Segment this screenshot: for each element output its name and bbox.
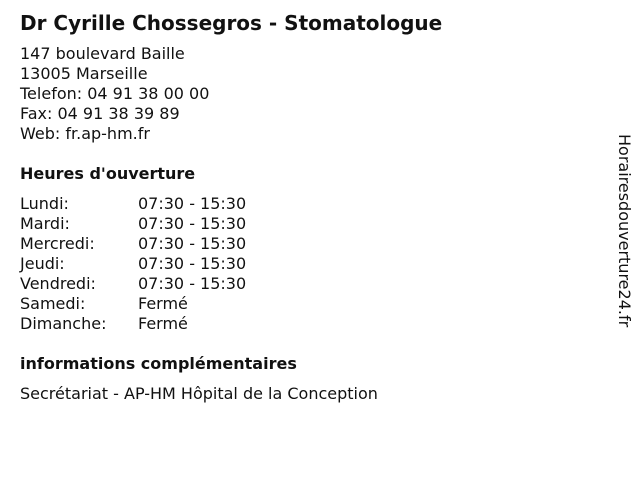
day-hours: 07:30 - 15:30	[138, 214, 247, 233]
day-label: Dimanche:	[20, 314, 107, 333]
street-address: 147 boulevard Baille	[20, 44, 185, 63]
day-label: Samedi:	[20, 294, 86, 313]
site-watermark: Horairesdouverture24.fr	[615, 134, 634, 328]
hours-row-saturday	[20, 294, 246, 314]
day-hours: 07:30 - 15:30	[138, 234, 247, 253]
hours-row-monday	[20, 194, 246, 214]
hours-row-friday	[20, 274, 246, 294]
day-hours: Fermé	[138, 314, 188, 333]
hours-heading: Heures d'ouverture	[20, 164, 196, 183]
hours-row-tuesday	[20, 214, 246, 234]
info-heading: informations complémentaires	[20, 354, 297, 373]
day-label: Lundi:	[20, 194, 69, 213]
hours-row-wednesday	[20, 234, 246, 254]
day-label: Mardi:	[20, 214, 70, 233]
phone-number: Telefon: 04 91 38 00 00	[20, 84, 210, 103]
day-label: Vendredi:	[20, 274, 96, 293]
day-hours: 07:30 - 15:30	[138, 274, 247, 293]
day-hours: 07:30 - 15:30	[138, 254, 247, 273]
day-label: Jeudi:	[20, 254, 65, 273]
day-label: Mercredi:	[20, 234, 95, 253]
hours-row-thursday	[20, 254, 246, 274]
page-title: Dr Cyrille Chossegros - Stomatologue	[20, 11, 443, 35]
website: Web: fr.ap-hm.fr	[20, 124, 150, 143]
hours-table	[20, 194, 246, 334]
day-hours: 07:30 - 15:30	[138, 194, 247, 213]
info-text: Secrétariat - AP-HM Hôpital de la Conception	[20, 384, 378, 403]
hours-row-sunday	[20, 314, 246, 334]
address-block	[20, 44, 209, 144]
fax-number: Fax: 04 91 38 39 89	[20, 104, 180, 123]
day-hours: Fermé	[138, 294, 188, 313]
city: 13005 Marseille	[20, 64, 148, 83]
